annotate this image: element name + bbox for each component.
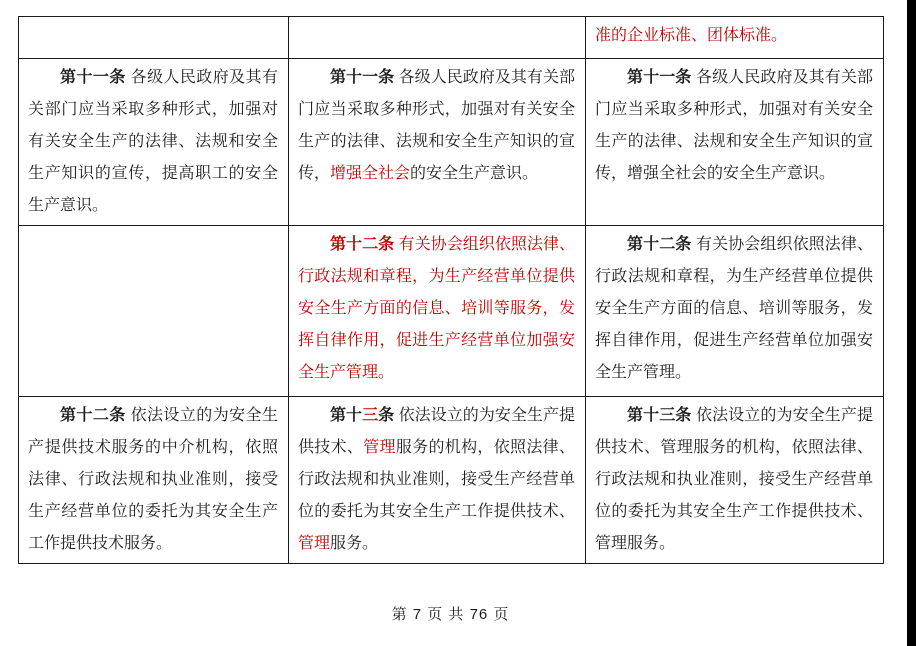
page-number: 第 7 页 共 76 页	[391, 606, 510, 623]
text-segment: 依法设立的为安全生产提供技术、管理服务的机构，依照法律、行政法规和执业准则，接受生产经营单位的委托为其安全生产工作提供技术、管理服务。	[595, 407, 873, 552]
cell-paragraph	[595, 400, 873, 560]
text-segment: 依法设立的为安全生产提供技术、	[298, 407, 575, 456]
article-number: 三	[362, 407, 379, 424]
text-segment: 各级人民政府及其有关部门应当采取多种形式，加强对有关安全生产的法律、法规和安全生产知识的宣传，增强全社会的安全生产意识。	[595, 69, 873, 182]
table-cell	[19, 17, 289, 59]
cell-paragraph	[595, 62, 873, 190]
table-cell	[289, 226, 586, 397]
text-segment: 依法设立的为安全生产提供技术服务的中介机构，依照法律、行政法规和执业准则，接受生产经营单位的委托为其安全生产工作提供技术服务。	[28, 407, 278, 552]
cell-paragraph	[298, 62, 575, 190]
table-cell	[586, 17, 884, 59]
table-row	[19, 17, 884, 59]
text-segment: 有关协会组织依照法律、行政法规和章程，为生产经营单位提供安全生产方面的信息、培训等服务，发挥自律作用，促进生产经营单位加强安全生产管理。	[595, 236, 873, 381]
text-segment: 管理	[298, 535, 331, 552]
article-number: 第十一条	[330, 69, 395, 86]
table-cell	[586, 397, 884, 564]
article-number: 第十一条	[627, 69, 692, 86]
text-segment: 增强全社会	[330, 165, 411, 182]
comparison-table	[18, 16, 884, 564]
article-number: 条	[378, 407, 395, 424]
table-cell	[586, 59, 884, 226]
table-cell	[289, 17, 586, 59]
table-cell	[586, 226, 884, 397]
cell-paragraph	[298, 229, 575, 389]
text-segment: 服务的机构，依照法律、行政法规和执业准则，接受生产经营单位的委托为其安全生产工作提供技术、	[298, 439, 575, 520]
table-cell	[289, 59, 586, 226]
text-segment: 管理	[363, 439, 396, 456]
article-number: 第十二条	[60, 407, 126, 424]
table-cell	[19, 226, 289, 397]
article-number: 第十二条	[627, 236, 692, 253]
comparison-table-body	[19, 17, 884, 564]
text-segment: 准的企业标准、团体标准。	[595, 27, 788, 44]
cell-paragraph	[298, 400, 575, 560]
text-segment: 各级人民政府及其有关部门应当采取多种形式，加强对有关安全生产的法律、法规和安全生产知识的宣传，	[298, 69, 575, 182]
article-number: 第十一条	[60, 69, 126, 86]
text-segment: 服务。	[330, 535, 379, 552]
text-segment: 各级人民政府及其有关部门应当采取多种形式，加强对有关安全生产的法律、法规和安全生产知识的宣传，提高职工的安全生产意识。	[28, 69, 278, 214]
article-number: 第十	[330, 407, 363, 424]
cell-paragraph	[595, 229, 873, 389]
table-cell	[19, 397, 289, 564]
table-cell	[289, 397, 586, 564]
article-number: 第十三条	[627, 407, 692, 424]
text-segment: 有关协会组织依照法律、行政法规和章程，为生产经营单位提供安全生产方面的信息、培训等服务，发挥自律作用，促进生产经营单位加强安全生产管理。	[298, 236, 575, 381]
table-row	[19, 226, 884, 397]
article-number: 第十二条	[330, 236, 395, 253]
cell-paragraph	[28, 400, 278, 560]
table-cell	[19, 59, 289, 226]
cell-paragraph	[28, 62, 278, 222]
table-row	[19, 59, 884, 226]
text-segment: 的安全生产意识。	[410, 165, 539, 182]
cell-paragraph	[595, 20, 873, 52]
scan-edge-bar	[907, 0, 916, 646]
table-row	[19, 397, 884, 564]
